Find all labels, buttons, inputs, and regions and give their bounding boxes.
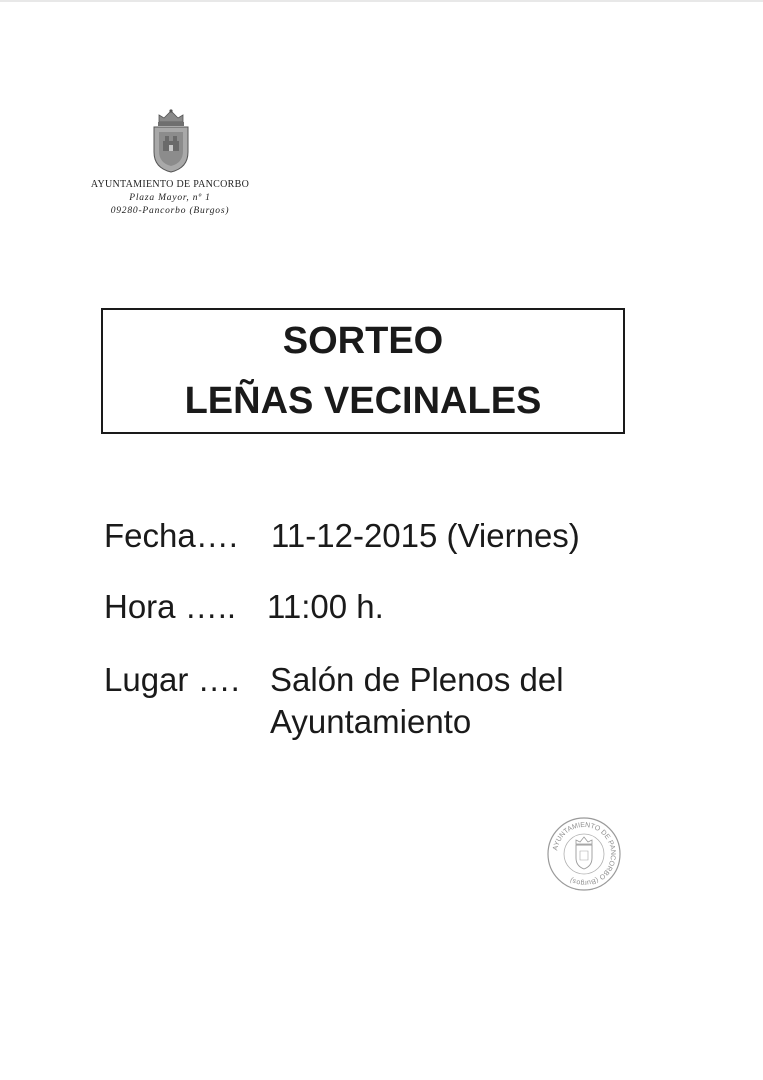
official-seal-icon (546, 816, 622, 892)
date-row (104, 516, 644, 556)
date-label: Fecha…. (104, 517, 238, 554)
place-value-line-1: Salón de Plenos del (270, 661, 564, 698)
address-line-2: 09280-Pancorbo (Burgos) (110, 206, 230, 216)
scan-top-edge (0, 0, 763, 2)
seal-text: AYUNTAMIENTO DE PANCORBO (Burgos) (552, 821, 617, 887)
place-row (104, 660, 644, 744)
time-label: Hora ….. (104, 588, 237, 625)
place-value-line-2: Ayuntamiento (270, 703, 472, 740)
letterhead (70, 178, 270, 218)
date-value: 11-12-2015 (Viernes) (271, 517, 580, 554)
time-value: 11:00 h. (267, 588, 384, 625)
place-label: Lugar …. (104, 661, 240, 698)
title-line-2: LEÑAS VECINALES (184, 380, 542, 422)
institution-name: AYUNTAMIENTO DE PANCORBO (90, 179, 250, 190)
time-row (104, 587, 644, 627)
coat-of-arms-icon (150, 108, 192, 174)
title-line-1: SORTEO (282, 320, 444, 362)
address-line-1: Plaza Mayor, nº 1 (129, 193, 211, 203)
title-box (101, 308, 625, 434)
